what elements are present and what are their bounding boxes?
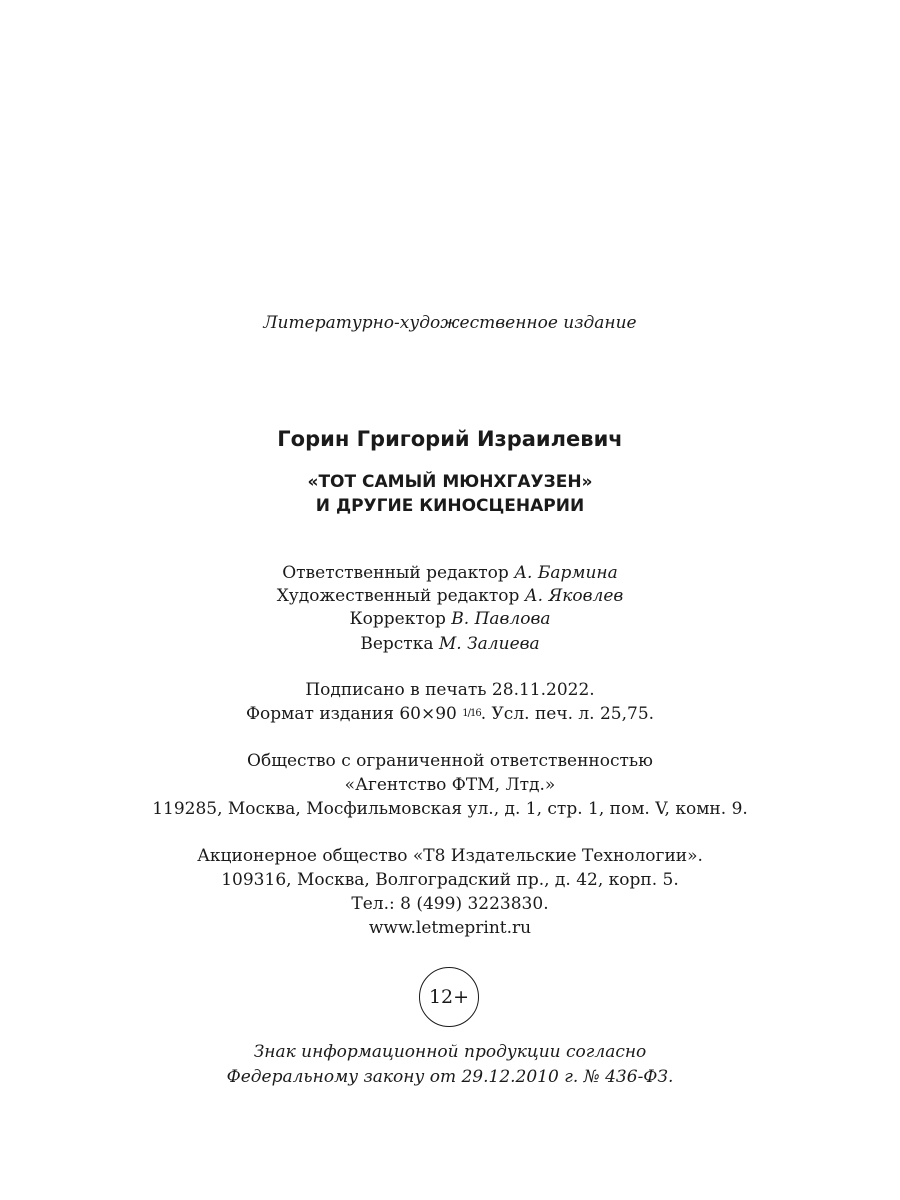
book-title-line-1: «ТОТ САМЫЙ МЮНХГАУЗЕН» [307,472,593,492]
credit-line [0,632,900,656]
credit-person: А. Яковлев [524,586,624,606]
credit-line [0,561,900,585]
credit-person: М. Залиева [438,634,540,654]
age-rating-text: 12+ [428,986,470,1008]
rating-note-line-1: Знак информационной продукции согласно [253,1042,647,1062]
printer-address: 109316, Москва, Волгоградский пр., д. 42, корп. 5. [221,870,679,890]
credit-role: Корректор [349,609,452,629]
credit-role: Художественный редактор [276,586,525,606]
format-prefix: Формат издания 60×90 [245,704,463,724]
book-title-line-2: И ДРУГИЕ КИНОСЦЕНАРИИ [315,496,585,516]
format-suffix: . Усл. печ. л. 25,75. [480,704,655,724]
publisher-address: 119285, Москва, Мосфильмовская ул., д. 1, стр. 1, пом. V, комн. 9. [152,799,748,819]
credit-person: А. Бармина [514,563,618,583]
printer-website: www.letmeprint.ru [368,918,532,938]
publisher-line-2: «Агентство ФТМ, Лтд.» [344,775,556,795]
credit-role: Верстка [360,634,439,654]
printer-line-1: Акционерное общество «Т8 Издательские Технологии». [197,846,703,866]
credit-person: В. Павлова [451,609,551,629]
author-name: Горин Григорий Израилевич [277,427,623,451]
format-fraction: 1/16 [462,708,481,719]
credit-line [0,584,900,608]
credit-role: Ответственный редактор [282,563,515,583]
publisher-line-1: Общество с ограниченной ответственностью [247,751,653,771]
edition-type: Литературно-художественное издание [263,313,637,333]
credit-line [0,607,900,631]
age-rating-badge [419,967,479,1027]
format-line [0,702,900,726]
signed-to-print: Подписано в печать 28.11.2022. [305,680,595,700]
printer-phone: Тел.: 8 (499) 3223830. [351,894,549,914]
rating-note-line-2: Федеральному закону от 29.12.2010 г. № 436-ФЗ. [226,1067,674,1087]
